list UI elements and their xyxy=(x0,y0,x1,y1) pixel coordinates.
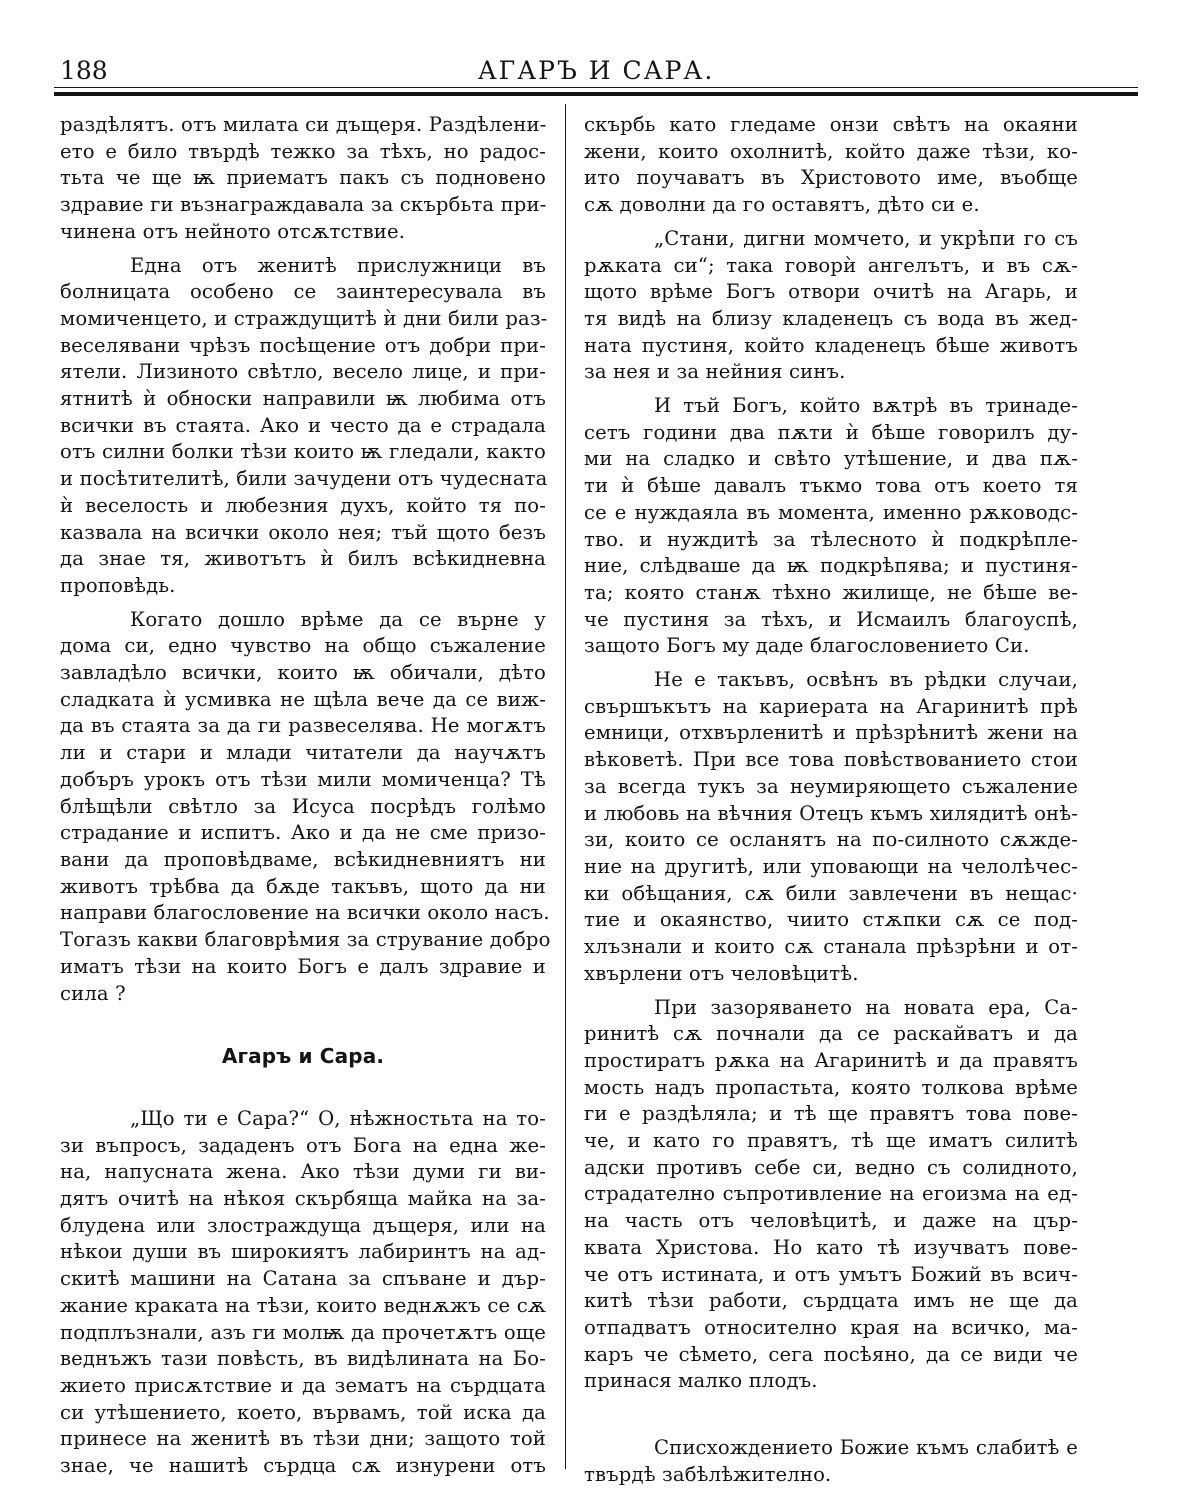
column-divider xyxy=(565,104,566,1469)
text-line: животъ трѣбва да бѫде такъвъ, щото да ни xyxy=(60,874,546,898)
text-line: на часть отъ человѣцитѣ, и даже на цър- xyxy=(584,1209,1078,1233)
text-line: адски противъ себе си, ведно съ солидното, xyxy=(584,1155,1078,1179)
text-line: дятъ очитѣ на нѣкоя скърбяща майка на за- xyxy=(60,1187,546,1211)
text-line: „Що ти е Сара?“ О, нѣжностьта на то- xyxy=(130,1106,546,1130)
text-line: вѣковетѣ. При все това повѣствованието стои xyxy=(584,748,1078,772)
paragraph xyxy=(584,393,1078,660)
text-line: „Стани, дигни момчето, и укрѣпи го съ xyxy=(654,226,1078,250)
text-line: принася малко плодъ. xyxy=(584,1369,818,1393)
page-number: 188 xyxy=(60,56,108,85)
text-line: и посѣтителитѣ, били зачудени отъ чудесната xyxy=(60,467,548,491)
text-line: защото Богъ му даде благословението Си. xyxy=(584,634,1030,658)
text-line: за нея и за нейния синъ. xyxy=(584,360,846,384)
right-column xyxy=(584,112,1078,1488)
text-line: жието присѫтствие и да зематъ на сърдцата xyxy=(60,1373,546,1397)
text-line: проповѣдь. xyxy=(60,573,176,597)
text-line: блѣщѣли свѣтло за Исуса посрѣдъ голѣмо xyxy=(60,794,546,818)
text-line: че пустиня за тѣхъ, и Исмаилъ благоуспѣ, xyxy=(584,607,1078,631)
text-line: ги е раздѣляла; и тѣ ще правятъ това пове- xyxy=(584,1102,1078,1126)
paragraph xyxy=(584,667,1078,987)
text-line: сетъ години два пѫти ѝ бѣше говорилъ ду- xyxy=(584,420,1078,444)
text-line: та; която станѫ тѣхно жилище, не бѣше ве- xyxy=(584,580,1078,604)
text-line: простиратъ рѫка на Агаринитѣ и да правятъ xyxy=(584,1048,1078,1072)
text-line: страдание и испитъ. Ако и да не сме призо- xyxy=(60,821,546,845)
text-line: Когато дошло врѣме да се върне у xyxy=(130,607,546,631)
text-line: ито поучаватъ въ Христовото име, въобще xyxy=(584,166,1078,190)
text-line: ето е било твърдѣ тежко за тѣхъ, но радос- xyxy=(60,139,546,163)
text-line: подплъзнали, азъ ги молѭ да прочетѫтъ още xyxy=(60,1320,546,1344)
text-line: квата Христова. Но като тѣ изучватъ пове- xyxy=(584,1235,1078,1259)
text-line: сладката ѝ усмивка не щѣла вече да се виж- xyxy=(60,687,546,711)
text-line: скърбь като гледаме онзи свѣтъ на окаяни xyxy=(584,113,1078,136)
text-line: ятнитѣ ѝ обноски направили ѭ любима отъ xyxy=(60,387,546,411)
text-line: рѫката си“; така говорѝ ангелътъ, и въ сѫ- xyxy=(584,253,1078,277)
header-rule-thin xyxy=(54,87,1138,88)
text-line: иматъ тѣзи на които Богъ е далъ здравие и xyxy=(60,954,546,978)
text-line: принесе на женитѣ въ тѣзи дни; защото той xyxy=(60,1427,546,1451)
text-line: жени, които охолнитѣ, който даже тѣзи, ко- xyxy=(584,139,1078,163)
text-line: тво. и нуждитѣ за тѣлесното ѝ подкрѣпле- xyxy=(584,527,1078,551)
text-line: сила ? xyxy=(60,981,126,1005)
text-line: ли и стари и млади читатели да научѫтъ xyxy=(60,741,546,765)
text-line: че, и като го правятъ, тѣ ще иматъ силитѣ xyxy=(584,1129,1078,1153)
text-line: на, напусната жена. Ако тѣзи думи ги ви- xyxy=(60,1160,546,1184)
text-line: твърдѣ забѣлѣжително. xyxy=(584,1462,832,1486)
text-line: ѝ веселость и любезния духъ, който тя по- xyxy=(60,493,546,517)
text-line: И тъй Богъ, който вѫтрѣ въ тринаде- xyxy=(654,394,1078,418)
text-line: всички въ стаята. Ако и често да е страдала xyxy=(60,413,546,437)
text-line: емници, отхвърленитѣ и прѣзрѣнитѣ жени на xyxy=(584,721,1078,745)
header-rule-thick xyxy=(54,92,1138,96)
text-line: знае, че нашитѣ сърдца сѫ изнурени отъ xyxy=(60,1454,546,1478)
text-line: каръ че сѣмето, сега посѣяно, да се види че xyxy=(584,1342,1078,1366)
paragraph xyxy=(60,253,546,600)
text-line: раздѣлятъ. отъ милата си дъщеря. Раздѣлени- xyxy=(60,113,547,136)
text-line: тие и окаянство, чиито стѫпки сѫ се под- xyxy=(584,908,1078,932)
text-line: здравие ги възнаграждавала за скърбьта при- xyxy=(60,193,547,217)
text-line: да знае тя, животътъ ѝ билъ всѣкидневна xyxy=(60,547,546,571)
text-line: ринитѣ сѫ почнали да се раскайватъ и да xyxy=(584,1022,1078,1046)
text-line: направи благословение на всички около насъ. xyxy=(60,901,550,925)
text-line: блудена или злостраждуща дъщеря, или на xyxy=(60,1213,546,1237)
text-line: скитѣ машини на Сатана за спъване и дър- xyxy=(60,1267,546,1291)
text-line: добъръ урокъ отъ тѣзи мили момиченца? Тѣ xyxy=(60,767,546,791)
text-line: ние на другитѣ, или уповающи на челолѣчес- xyxy=(584,854,1078,878)
text-line: зи въпросъ, зададенъ отъ Бога на една же- xyxy=(60,1133,546,1157)
paragraph xyxy=(584,112,1078,219)
text-line: вани да проповѣдваме, всѣкидневниятъ ни xyxy=(60,847,546,871)
text-line: хвърлени отъ человѣцитѣ. xyxy=(584,961,859,985)
text-line: тя видѣ на близу кладенецъ съ вода въ жед- xyxy=(584,306,1078,330)
text-line: отпадватъ относително края на всичко, ма- xyxy=(584,1315,1078,1339)
text-line: си утѣшението, което, вървамъ, той иска да xyxy=(60,1400,546,1424)
text-line: хлъзнали и които сѫ станала прѣзрѣни и от- xyxy=(584,935,1078,959)
text-line: Тогазъ какви благоврѣмия за струвание добро xyxy=(60,928,551,952)
text-line: завладѣло всички, които ѭ обичали, дѣто xyxy=(60,661,546,685)
text-line: щото врѣме Богъ отвори очитѣ на Агарь, и xyxy=(584,280,1078,304)
text-line: веселявани чрѣзъ посѣщение отъ добри при- xyxy=(60,333,546,357)
paragraph xyxy=(60,112,546,246)
paragraph xyxy=(584,995,1078,1396)
text-line: ти ѝ бѣше давалъ тъкмо това отъ което тя xyxy=(584,474,1078,498)
paragraph xyxy=(584,226,1078,386)
text-line: При зазоряването на новата ера, Са- xyxy=(654,995,1078,1019)
text-line: тьта че ще ѭ приематъ пакъ съ подновено xyxy=(60,166,546,190)
running-title: АГАРЪ И САРА. xyxy=(477,56,715,85)
text-line: мость надъ пропастьта, която толкова врѣме xyxy=(584,1075,1078,1099)
left-column xyxy=(60,112,551,1480)
text-line: се е нуждаяла въ момента, именно рѫководс- xyxy=(584,500,1078,524)
text-line: ки обѣщания, сѫ били завлечени въ нещас· xyxy=(584,881,1078,905)
text-line: ние, слѣдваше да ѭ подкрѣпява; и пустиня- xyxy=(584,554,1078,578)
section-heading: Агаръ и Сара. xyxy=(221,1044,385,1069)
text-line: момиченцето, и страждущитѣ ѝ дни били раз- xyxy=(60,306,548,330)
text-line: жание краката на тѣзи, които веднѫжъ се сѫ xyxy=(60,1293,546,1317)
text-line: казвала на всички около нея; тъй щото безъ xyxy=(60,520,546,544)
text-line: дома си, едно чувство на общо съжаление xyxy=(60,634,546,658)
text-line: веднъжъ тази повѣсть, въ видѣлината на Бо- xyxy=(60,1347,546,1371)
text-line: Списхождението Божие къмъ слабитѣ е xyxy=(654,1436,1078,1460)
paragraph xyxy=(60,1106,546,1480)
text-line: болницата особено се заинтересувала въ xyxy=(60,280,546,304)
text-line: чинена отъ нейното отсѫтствие. xyxy=(60,219,406,243)
text-line: китѣ тѣзи работи, сърдцата имъ не ще да xyxy=(584,1289,1078,1313)
text-line: за всегда тукъ за неумиряющето съжаление xyxy=(584,774,1078,798)
paragraph xyxy=(584,1435,1078,1488)
text-line: да въ стаята за да ги развеселява. Не могѫтъ xyxy=(60,714,546,738)
text-line: ми на сладко и свѣто утѣшение, и два пѫ- xyxy=(584,447,1078,471)
text-line: нѣкои души въ широкиятъ лабиринтъ на ад- xyxy=(60,1240,546,1264)
text-line: сѫ доволни да го оставятъ, дѣто си е. xyxy=(584,193,980,217)
text-line: зи, които се осланятъ на по-силното сѫжде- xyxy=(584,828,1078,852)
text-line: и любовь на вѣчния Отецъ къмъ хилядитѣ онѣ- xyxy=(584,801,1078,825)
text-line: Не е такъвъ, освѣнъ въ рѣдки случаи, xyxy=(654,668,1078,692)
text-line: че отъ истината, и отъ умътъ Божий въ всич- xyxy=(584,1262,1078,1286)
text-line: страдателно съпротивление на егоизма на ед- xyxy=(584,1182,1078,1206)
text-line: ната пустиня, който кладенецъ бѣше животъ xyxy=(584,333,1078,357)
text-line: ятели. Лизиното свѣтло, весело лице, и при- xyxy=(60,360,546,384)
text-line: свършъкътъ на кариерата на Агаринитѣ прѣ xyxy=(584,694,1078,718)
text-line: Една отъ женитѣ прислужници въ xyxy=(130,253,546,277)
paragraph xyxy=(60,607,551,1008)
text-line: отъ силни болки тѣзи които ѭ гледали, както xyxy=(60,440,546,464)
